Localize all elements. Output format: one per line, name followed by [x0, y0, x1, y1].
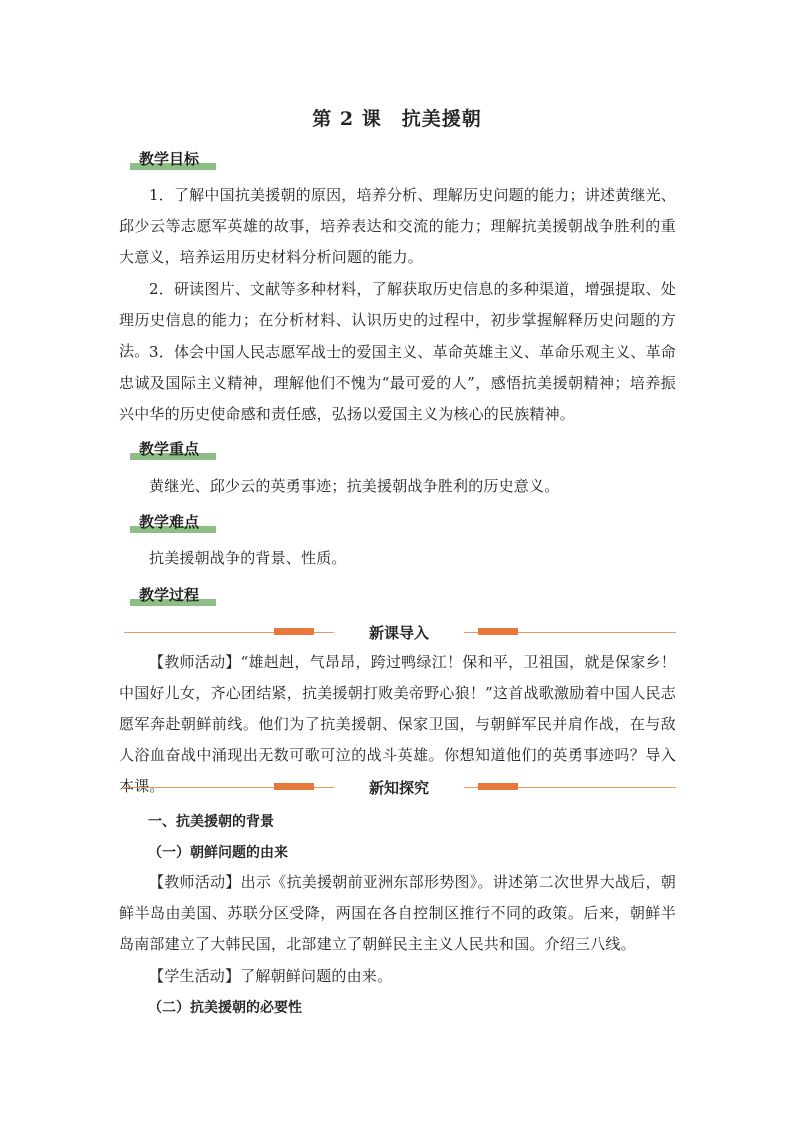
section-label: 教学难点	[139, 513, 200, 531]
intro-paragraph: 【教师活动】“雄赳赳，气昂昂，跨过鸭绿江！保和平，卫祖国，就是保家乡！中国好儿女，齐心团结紧，抗美援朝打败美帝野心狼！”这首战歌激励着中国人民志愿军奔赴朝鲜前线。他们为了抗美援朝、保家卫国，与朝鲜军民并肩作战，在与敌人浴血奋战中涌现出无数可歌可泣的战斗英雄。你想知道他们的英勇事迹吗？导入本课。	[119, 653, 676, 795]
section-label: 教学重点	[139, 440, 200, 458]
key-points-text: 黄继光、邱少云的英勇事迹；抗美援朝战争胜利的历史意义。	[149, 477, 560, 495]
page-title: 第 2 课 抗美援朝	[312, 108, 482, 130]
objective-paragraph-2: 2．研读图片、文献等多种材料，了解获取历史信息的多种渠道，增强提取、处理历史信息的能力；在分析材料、认识历史的过程中，初步掌握解释历史问题的方法。	[119, 280, 676, 360]
divider-accent-left	[274, 783, 314, 790]
teacher-activity-paragraph: 【教师活动】出示《抗美援朝前亚洲东部形势图》。讲述第二次世界大战后，朝鲜半岛由美国、苏联分区受降，两国在各自控制区推行不同的政策。后来，朝鲜半岛南部建立了大韩民国，北部建立了朝鲜民主主义人民共和国。介绍三八线。	[119, 873, 676, 953]
section-heading-key-points	[130, 440, 216, 460]
student-activity-paragraph: 【学生活动】了解朝鲜问题的由来。	[149, 967, 393, 985]
divider-explore	[124, 777, 676, 797]
divider-caption: 新课导入	[334, 622, 464, 643]
section-label: 教学目标	[139, 150, 200, 168]
subheading-origin: （一）朝鲜问题的由来	[148, 845, 288, 861]
section-heading-difficulties	[130, 513, 216, 533]
subheading-necessity: （二）抗美援朝的必要性	[148, 1000, 302, 1016]
section-label: 教学过程	[139, 586, 200, 604]
section-heading-objectives	[130, 150, 216, 170]
divider-intro	[124, 622, 676, 642]
section-heading-process	[130, 586, 216, 606]
divider-accent-right	[478, 783, 518, 790]
subheading-background: 一、抗美援朝的背景	[148, 814, 274, 830]
divider-accent-left	[274, 628, 314, 635]
divider-accent-right	[478, 628, 518, 635]
objective-paragraph-1: 1．了解中国抗美援朝的原因，培养分析、理解历史问题的能力；讲述黄继光、邱少云等志愿军英雄的故事，培养表达和交流的能力；理解抗美援朝战争胜利的重大意义，培养运用历史材料分析问题的能力。	[119, 186, 676, 266]
difficulties-text: 抗美援朝战争的背景、性质。	[149, 549, 347, 567]
divider-caption: 新知探究	[334, 777, 464, 798]
objective-paragraph-3: 3．体会中国人民志愿军战士的爱国主义、革命英雄主义、革命乐观主义、革命忠诚及国际主义精神，理解他们不愧为“最可爱的人”，感悟抗美援朝精神；培养振兴中华的历史使命感和责任感，弘扬以爱国主义为核心的民族精神。	[119, 343, 676, 423]
